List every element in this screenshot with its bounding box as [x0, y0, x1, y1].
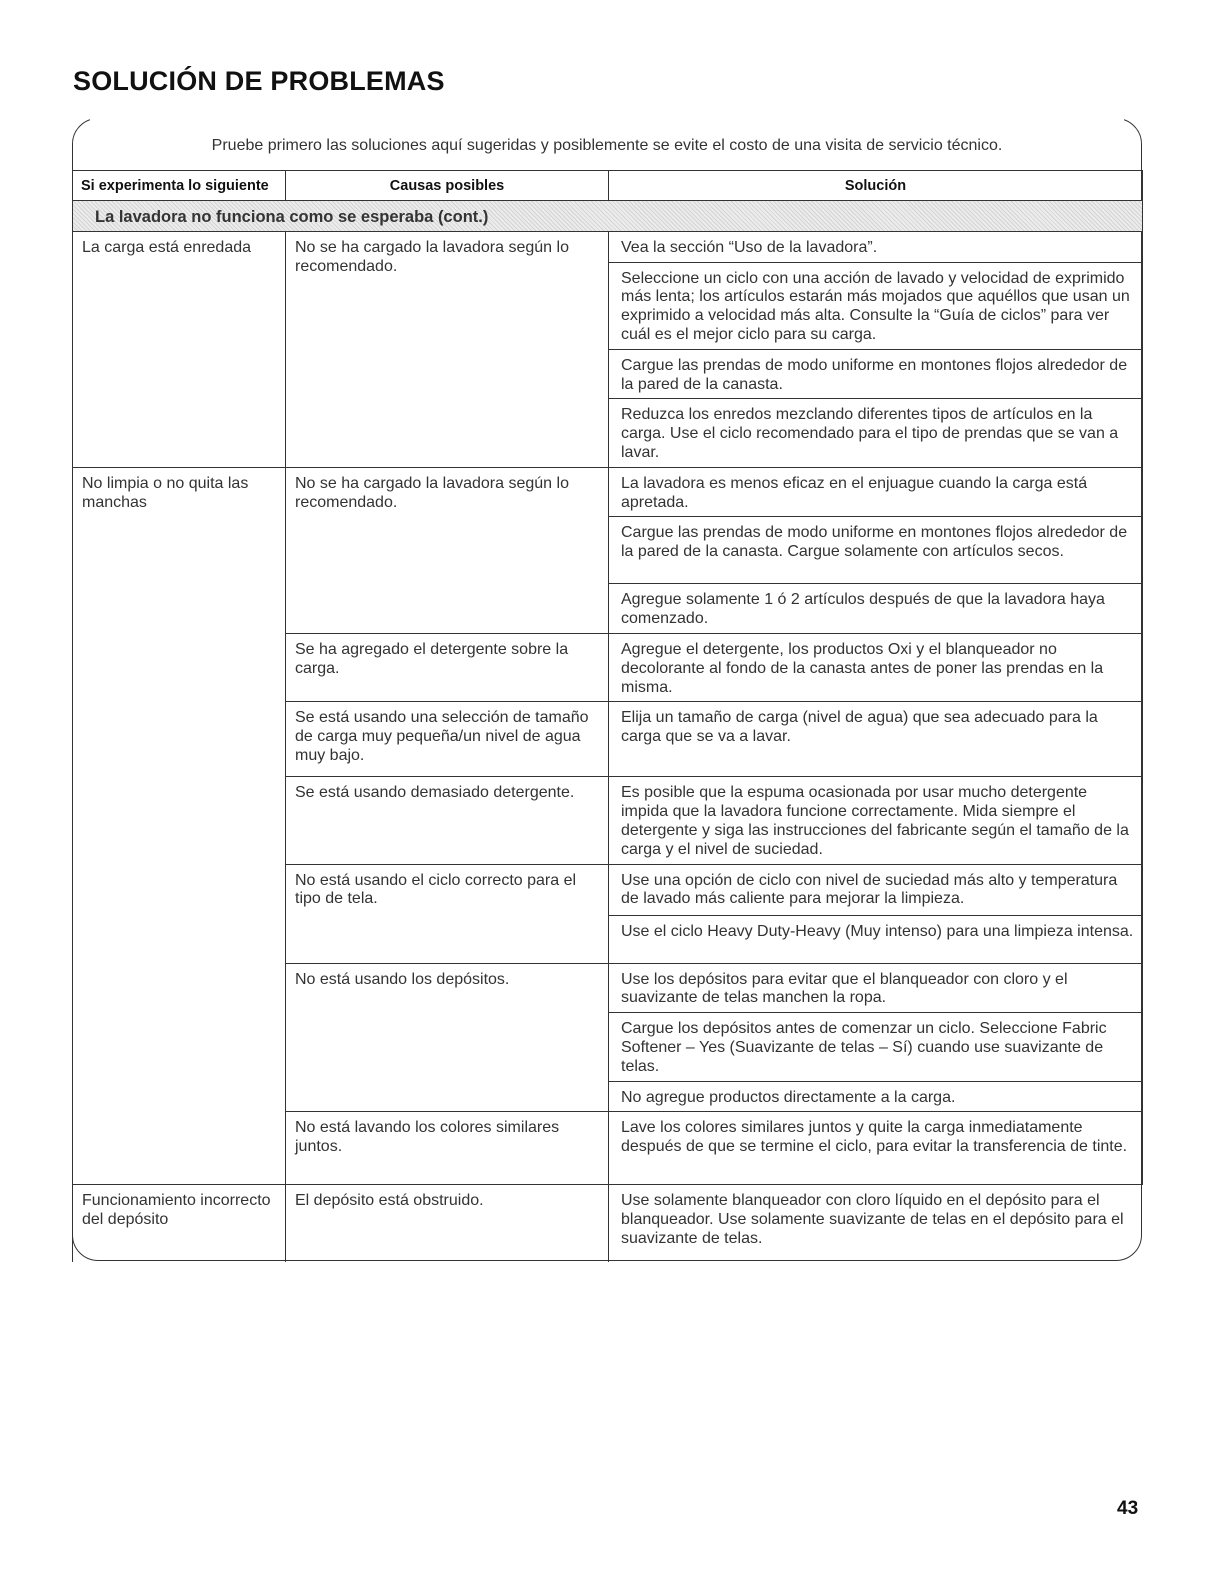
- page-title: SOLUCIÓN DE PROBLEMAS: [73, 66, 445, 96]
- solution-cell: Reduzca los enredos mezclando diferentes tipos de artículos en la carga. Use el ciclo recomendado para el tipo de prendas que se van a lavar.: [609, 399, 1143, 467]
- solution-cell: Cargue los depósitos antes de comenzar un ciclo. Seleccione Fabric Softener – Yes (Suavizante de telas – Sí) cuando use suavizante de telas.: [609, 1013, 1143, 1081]
- cause-cell: Se ha agregado el detergente sobre la carga.: [286, 633, 609, 701]
- solution-cell: Agregue solamente 1 ó 2 artículos después de que la lavadora haya comenzado.: [609, 584, 1143, 634]
- cause-cell: Se está usando una selección de tamaño de carga muy pequeña/un nivel de agua muy bajo.: [286, 702, 609, 777]
- header-solution: Solución: [609, 171, 1143, 201]
- table-row: [73, 231, 1143, 262]
- solution-cell: Use solamente blanqueador con cloro líquido en el depósito para el blanqueador. Use solamente suavizante de telas en el depósito para el suavizante de telas.: [621, 1192, 1124, 1247]
- section-row: [73, 201, 1143, 232]
- solution-cell: Agregue el detergente, los productos Oxi y el blanqueador no decolorante al fondo de la canasta antes de poner las prendas en la misma.: [609, 633, 1143, 701]
- troubleshooting-table-wrap: [72, 170, 1142, 1262]
- cause-cell: No está lavando los colores similares juntos.: [286, 1112, 609, 1185]
- section-heading: La lavadora no funciona como se esperaba (cont.): [73, 201, 1143, 232]
- troubleshooting-table: [72, 170, 1143, 1262]
- solution-cell: Lave los colores similares juntos y quite la carga inmediatamente después de que se termine el ciclo, para evitar la transferencia de tinte.: [609, 1112, 1143, 1185]
- cause-cell: Se está usando demasiado detergente.: [286, 777, 609, 864]
- cause-cell: No está usando el ciclo correcto para el tipo de tela.: [286, 864, 609, 963]
- solution-cell: La lavadora es menos eficaz en el enjuague cuando la carga está apretada.: [609, 467, 1143, 517]
- solution-cell: Use el ciclo Heavy Duty-Heavy (Muy intenso) para una limpieza intensa.: [609, 915, 1143, 963]
- solution-cell: Seleccione un ciclo con una acción de lavado y velocidad de exprimido más lenta; los artículos estarán más mojados que aquéllos que usan un exprimido a velocidad más alta. Consulte la “Guía de ciclos” para ver cuál es el mejor ciclo para su carga.: [609, 262, 1143, 349]
- symptom-cell: No limpia o no quita las manchas: [73, 467, 286, 1185]
- table-header-row: [73, 171, 1143, 201]
- header-cause: Causas posibles: [286, 171, 609, 201]
- solution-cell: Cargue las prendas de modo uniforme en montones flojos alrededor de la pared de la canasta. Cargue solamente con artículos secos.: [609, 517, 1143, 584]
- symptom-cell: La carga está enredada: [73, 231, 286, 467]
- solution-cell: Cargue las prendas de modo uniforme en montones flojos alrededor de la pared de la canasta.: [609, 349, 1143, 399]
- symptom-cell: Funcionamiento incorrecto del depósito: [73, 1185, 286, 1262]
- solution-cell: Use una opción de ciclo con nivel de suciedad más alto y temperatura de lavado más caliente para mejorar la limpieza.: [609, 864, 1143, 915]
- solution-cell: Elija un tamaño de carga (nivel de agua) que sea adecuado para la carga que se va a lavar.: [609, 702, 1143, 777]
- solution-cell: Vea la sección “Uso de la lavadora”.: [609, 231, 1143, 262]
- solution-cell: Es posible que la espuma ocasionada por usar mucho detergente impida que la lavadora funcione correctamente. Mida siempre el detergente y siga las instrucciones del fabricante según el tamaño de la carga y el nivel de suciedad.: [609, 777, 1143, 864]
- cause-cell: El depósito está obstruido.: [286, 1185, 609, 1262]
- cause-cell: No está usando los depósitos.: [286, 963, 609, 1112]
- header-symptom: Si experimenta lo siguiente: [73, 171, 286, 201]
- intro-text: Pruebe primero las soluciones aquí sugeridas y posiblemente se evite el costo de una visita de servicio técnico.: [211, 137, 1003, 154]
- solution-cell: No agregue productos directamente a la carga.: [609, 1081, 1143, 1112]
- cause-cell: No se ha cargado la lavadora según lo recomendado.: [286, 467, 609, 633]
- table-row: [73, 1185, 1143, 1262]
- solution-cell: Use los depósitos para evitar que el blanqueador con cloro y el suavizante de telas manchen la ropa.: [609, 963, 1143, 1013]
- table-row: [73, 467, 1143, 517]
- frame-top-gap: [90, 116, 1124, 122]
- cause-cell: No se ha cargado la lavadora según lo recomendado.: [286, 231, 609, 467]
- page-number: 43: [1117, 1498, 1139, 1519]
